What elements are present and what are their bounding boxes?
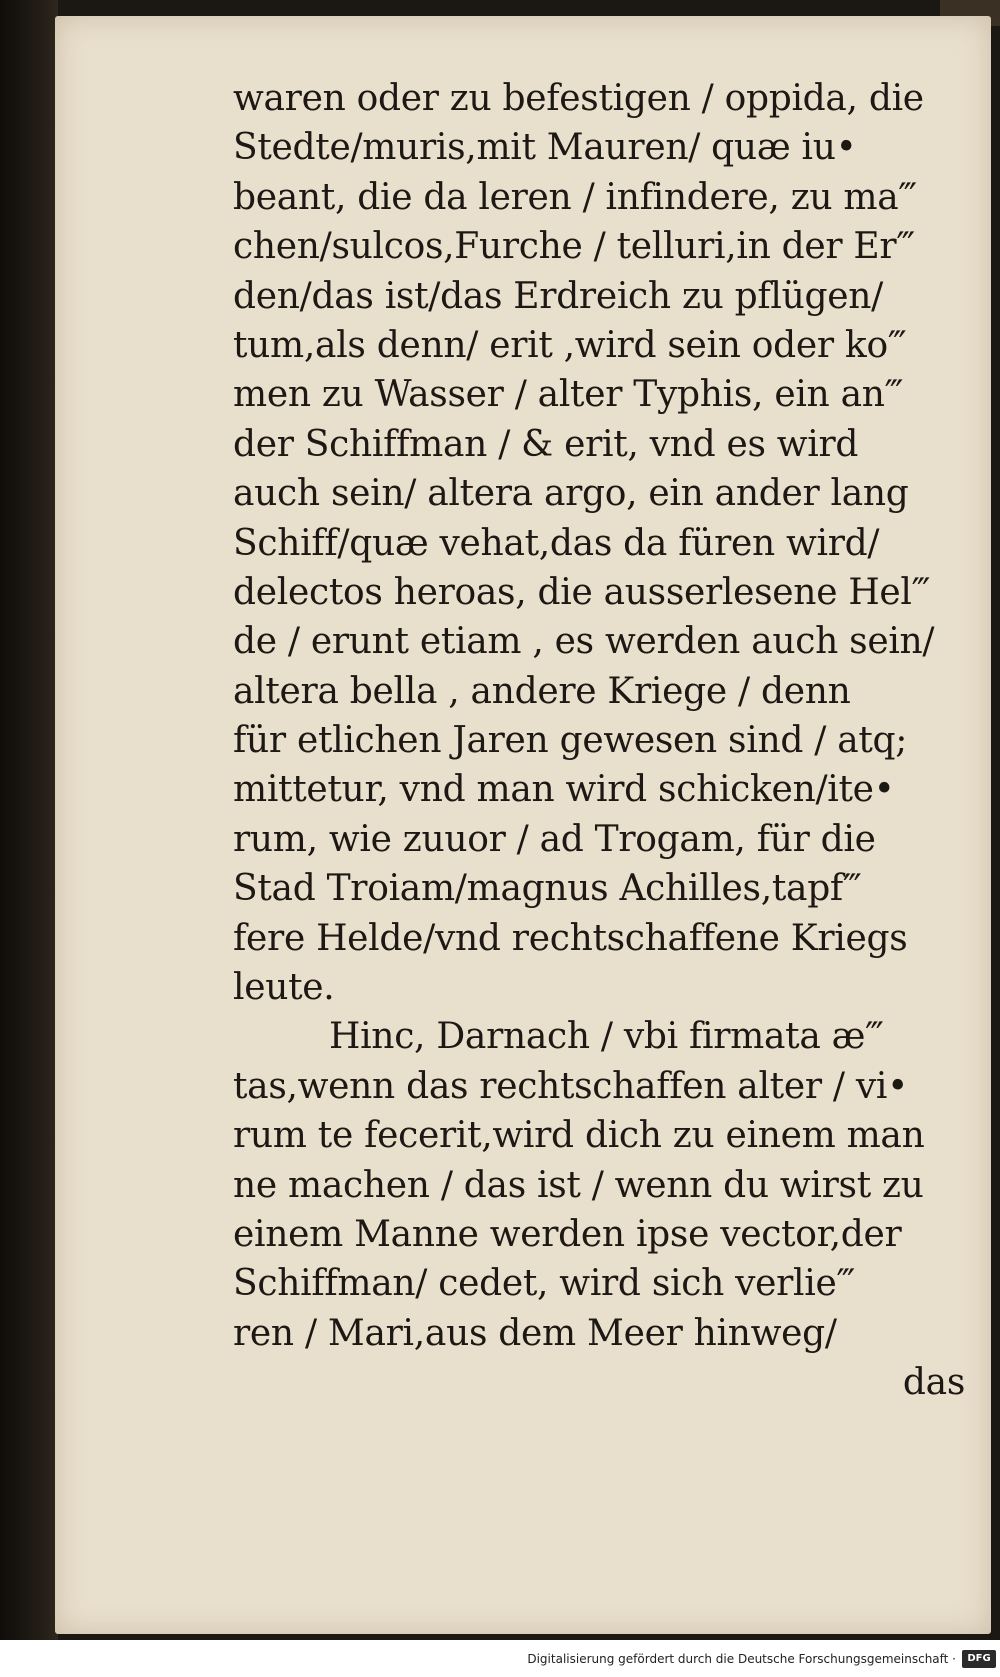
catchword: das bbox=[902, 1362, 965, 1404]
text-line: men zu Wasser / alter Typhis, ein an‴ bbox=[233, 374, 904, 416]
text-line: für etlichen Jaren gewesen sind / atq; bbox=[233, 720, 908, 762]
text-line: de / erunt etiam , es werden auch sein/ bbox=[233, 621, 935, 663]
page-text bbox=[233, 74, 965, 1408]
text-line: ren / Mari,aus dem Meer hinweg/ bbox=[233, 1312, 837, 1354]
text-line: Schiff/quæ vehat,das da füren wird/ bbox=[233, 522, 880, 564]
text-line: Hinc, Darnach / vbi firmata æ‴ bbox=[329, 1016, 884, 1058]
text-line: Stedte/muris,mit Mauren/ quæ iu• bbox=[233, 127, 857, 169]
text-line: Schiffman/ cedet, wird sich verlie‴ bbox=[233, 1263, 855, 1305]
text-line: altera bella , andere Kriege / denn bbox=[233, 670, 851, 712]
text-line: chen/sulcos,Furche / telluri,in der Er‴ bbox=[233, 226, 915, 268]
text-line: den/das ist/das Erdreich zu pflügen/ bbox=[233, 275, 883, 317]
text-line: tas,wenn das rechtschaffen alter / vi• bbox=[233, 1065, 909, 1107]
text-line: mittetur, vnd man wird schicken/ite• bbox=[233, 769, 895, 811]
text-line: delectos heroas, die ausserlesene Hel‴ bbox=[233, 571, 931, 613]
dfg-logo: DFG bbox=[962, 1650, 996, 1668]
text-line: tum,als denn/ erit ,wird sein oder ko‴ bbox=[233, 324, 907, 366]
digitization-footer bbox=[0, 1648, 1000, 1672]
text-line: ne machen / das ist / wenn du wirst zu bbox=[233, 1164, 924, 1206]
text-line: beant, die da leren / infindere, zu ma‴ bbox=[233, 176, 917, 218]
text-line: waren oder zu befestigen / oppida, die bbox=[233, 78, 924, 119]
text-line: leute. bbox=[233, 967, 335, 1009]
binding-edge bbox=[0, 0, 58, 1640]
footer-credit: Digitalisierung gefördert durch die Deutsche Forschungsgemeinschaft · bbox=[527, 1652, 956, 1666]
text-line: rum, wie zuuor / ad Trogam, für die bbox=[233, 818, 876, 860]
text-line: auch sein/ altera argo, ein ander lang bbox=[233, 473, 909, 515]
text-line: der Schiffman / & erit, vnd es wird bbox=[233, 423, 859, 465]
text-line: fere Helde/vnd rechtschaffene Kriegs bbox=[233, 917, 908, 959]
text-line: rum te fecerit,wird dich zu einem man bbox=[233, 1115, 925, 1157]
text-line: Stad Troiam/magnus Achilles,tapf‴ bbox=[233, 868, 862, 910]
text-line: einem Manne werden ipse vector,der bbox=[233, 1213, 902, 1255]
